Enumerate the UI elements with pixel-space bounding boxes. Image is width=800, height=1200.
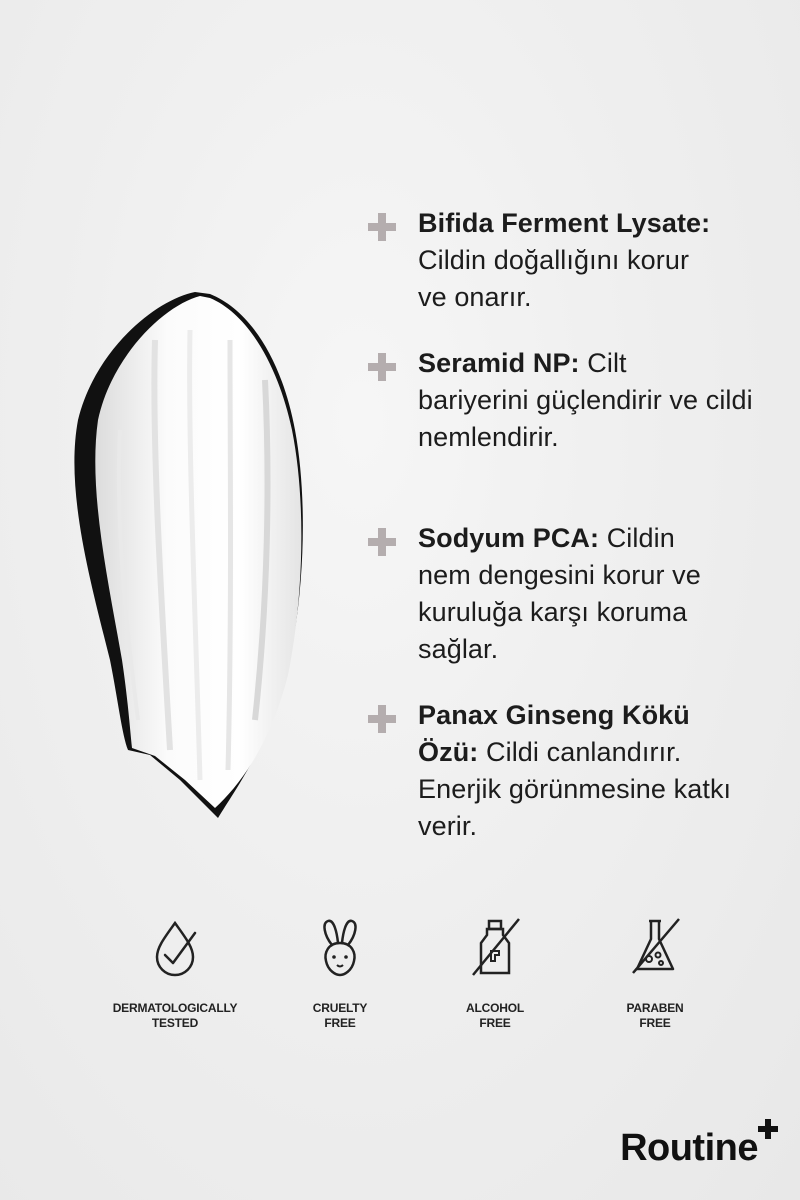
badge-paraben-free	[580, 915, 730, 1031]
ingredient-name: Sodyum PCA:	[418, 523, 600, 553]
badge-label	[265, 1001, 415, 1031]
badge-label-line: FREE	[324, 1016, 356, 1030]
rabbit-icon	[310, 915, 370, 979]
brand-name: Routine	[620, 1127, 758, 1169]
badge-label	[100, 1001, 250, 1031]
ingredient-desc: nem dengesini korur ve kuruluğa karşı koruma sağlar.	[418, 560, 701, 664]
badge-label-line: ALCOHOL	[466, 1001, 524, 1015]
plus-icon	[366, 351, 398, 383]
ingredient-name: Bifida Ferment Lysate:	[418, 208, 711, 238]
badge-label-line: FREE	[479, 1016, 511, 1030]
claims-badges	[100, 915, 720, 1055]
plus-icon	[366, 211, 398, 243]
no-alcohol-bottle-icon	[465, 915, 525, 979]
brand-logo	[620, 1127, 758, 1170]
brand-plus-icon	[758, 1119, 778, 1139]
ingredient-name: Panax Ginseng Kökü Özü:	[418, 700, 690, 767]
ingredient-name: Seramid NP:	[418, 348, 580, 378]
ingredient-desc: ve onarır.	[418, 282, 532, 312]
badge-cruelty-free	[265, 915, 415, 1031]
ingredient-desc: Cildi canlandırır.	[478, 737, 682, 767]
badge-label	[420, 1001, 570, 1031]
ingredient-desc: Enerjik görünmesine katkı verir.	[418, 774, 732, 841]
plus-icon	[366, 526, 398, 558]
plus-icon	[366, 703, 398, 735]
ingredient-text	[418, 205, 776, 316]
no-paraben-flask-icon	[625, 915, 685, 979]
badge-label-line: PARABEN	[626, 1001, 684, 1015]
badge-dermatologically-tested	[100, 915, 250, 1031]
ingredient-item	[366, 697, 776, 845]
badge-label-line: CRUELTY	[312, 1001, 368, 1015]
cream-swatch-image	[60, 280, 330, 840]
ingredient-item	[366, 345, 776, 456]
badge-label-line: FREE	[639, 1016, 671, 1030]
ingredient-text	[418, 697, 738, 845]
ingredient-desc: bariyerini güçlendirir ve cildi nemlendirir.	[418, 385, 753, 452]
badge-label-line: TESTED	[151, 1016, 199, 1030]
ingredient-item	[366, 520, 776, 668]
drop-check-icon	[145, 915, 205, 979]
ingredient-item	[366, 205, 776, 316]
ingredient-text	[418, 520, 768, 668]
ingredient-desc: Cildin	[599, 523, 675, 553]
ingredient-desc: Cildin doğallığını korur	[418, 245, 690, 275]
ingredient-text	[418, 345, 758, 456]
badge-alcohol-free	[420, 915, 570, 1031]
badge-label-line: DERMATOLOGICALLY	[112, 1001, 238, 1015]
ingredient-desc: Cilt	[579, 348, 627, 378]
badge-label	[580, 1001, 730, 1031]
